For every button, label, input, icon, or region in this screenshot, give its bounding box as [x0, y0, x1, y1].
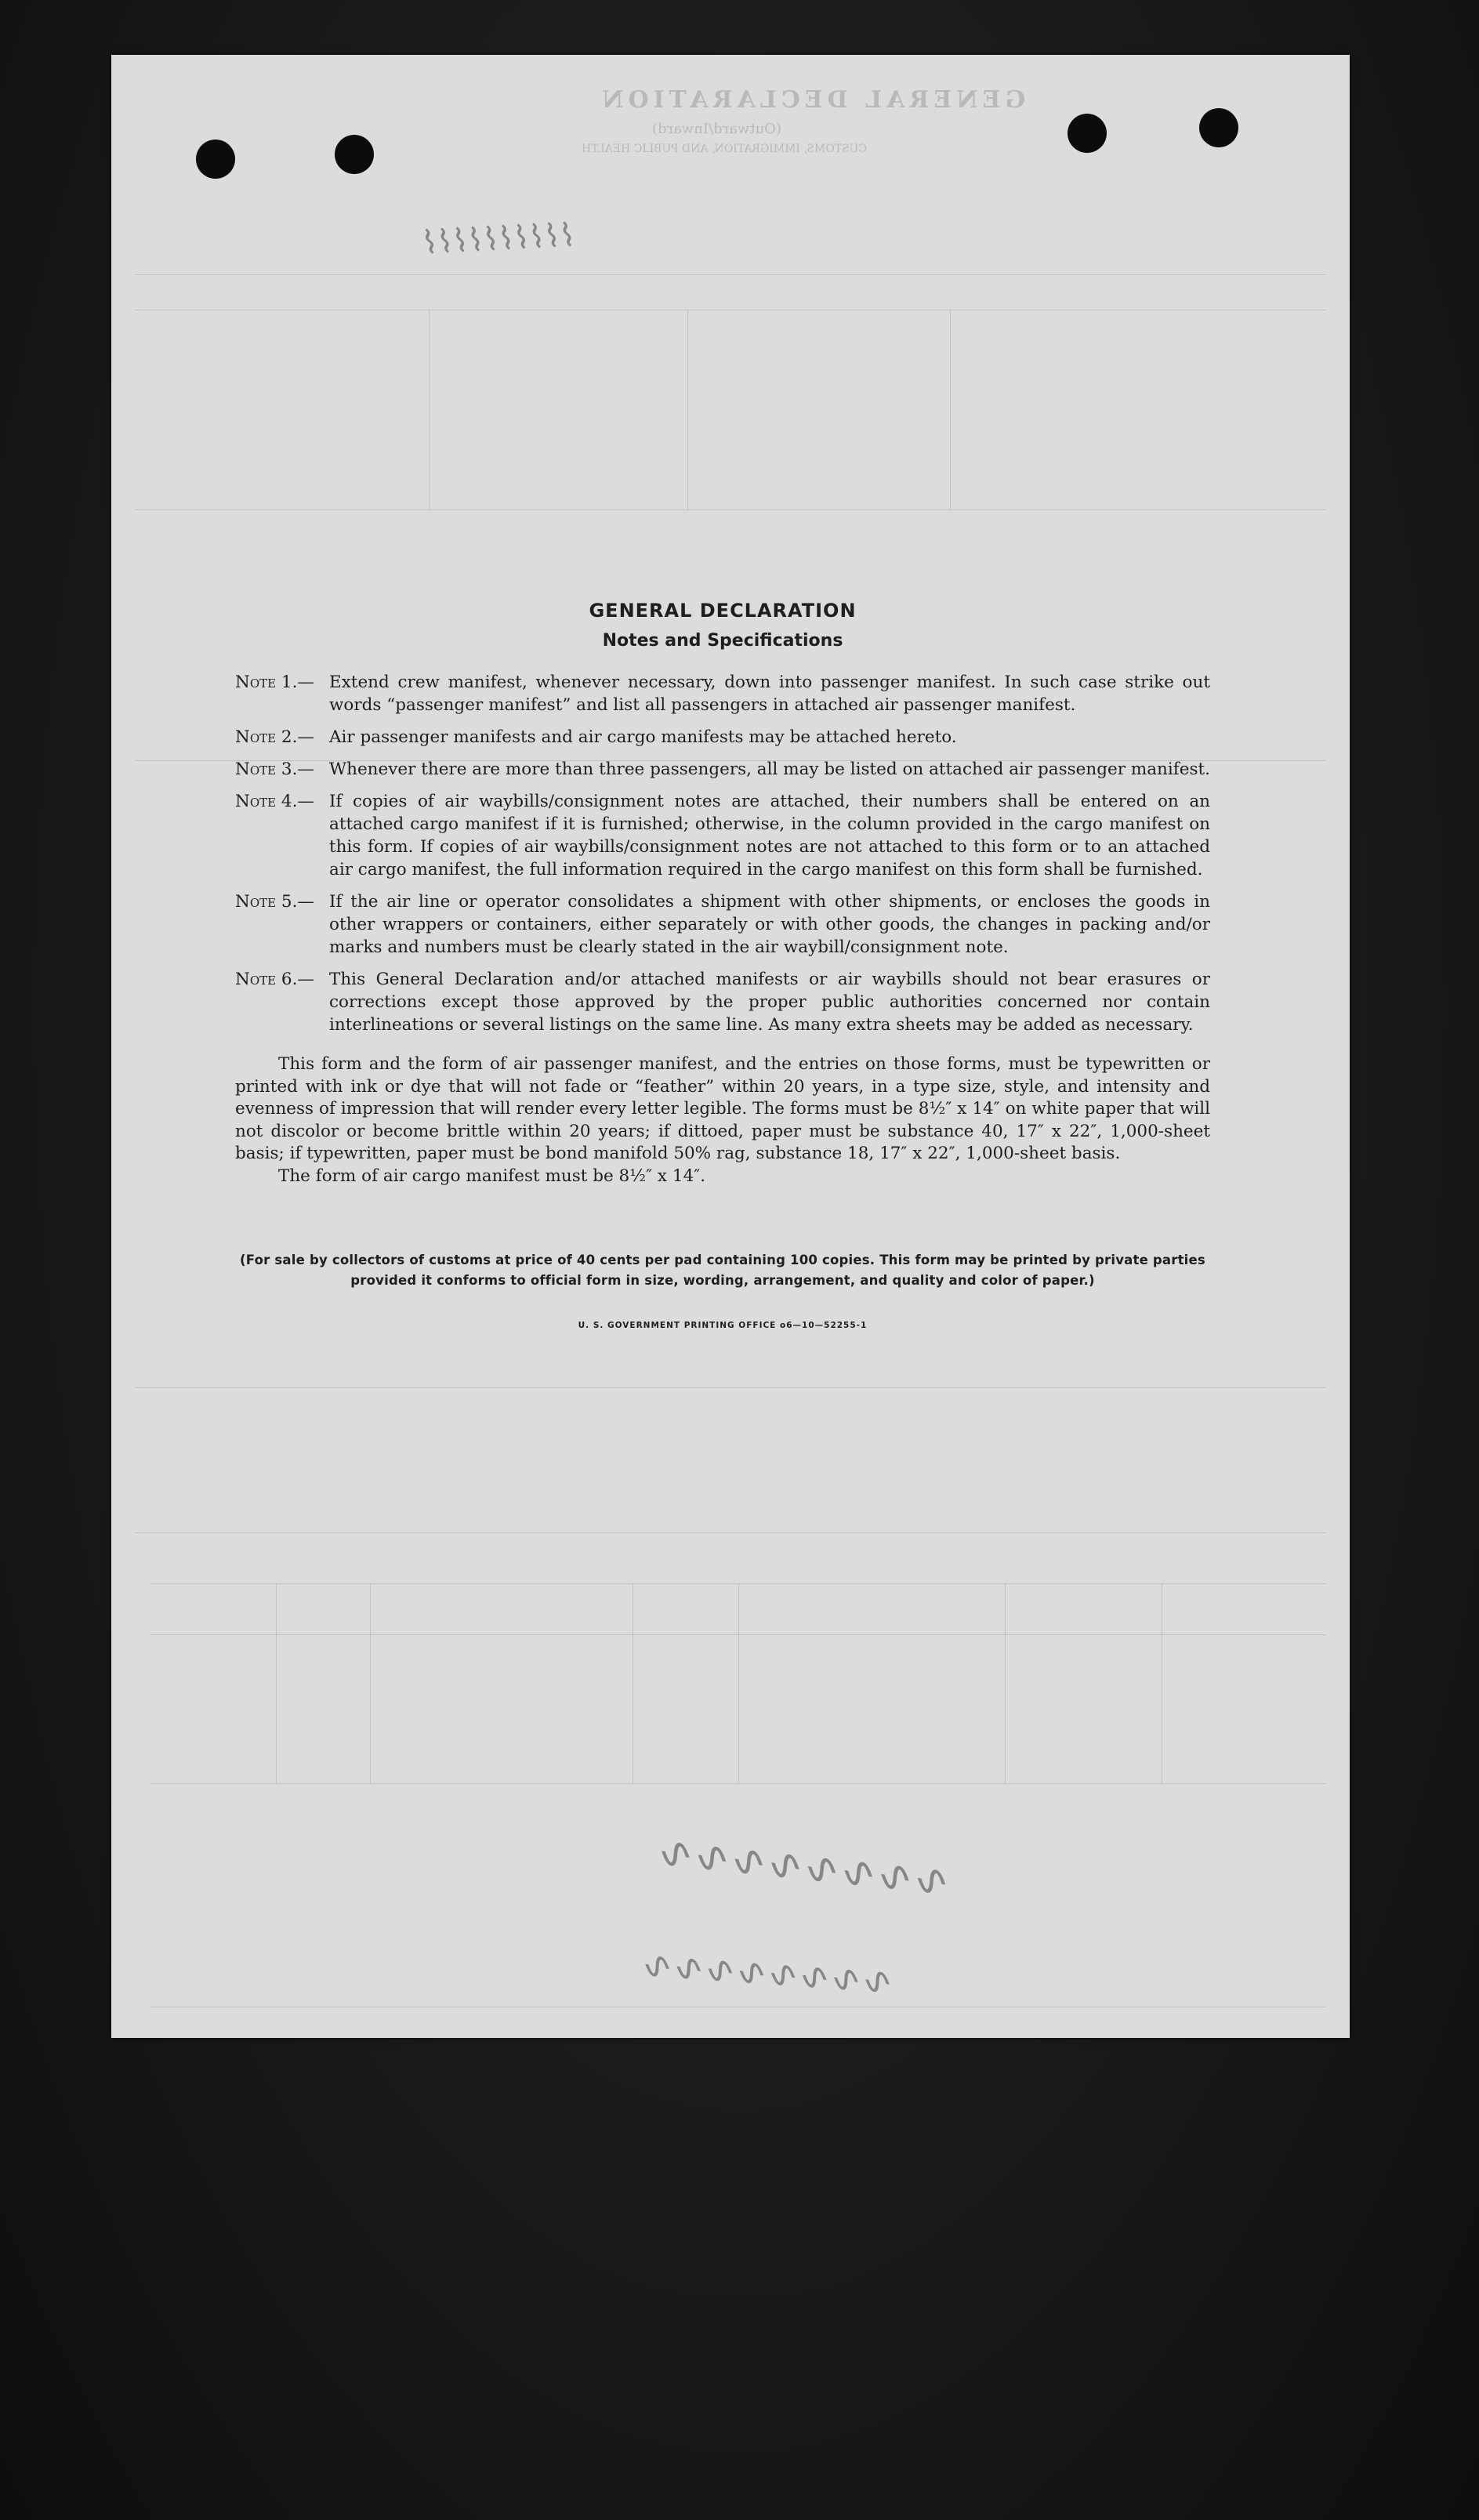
- note-label: Note 1.—: [235, 673, 314, 692]
- page-title: GENERAL DECLARATION: [589, 600, 857, 622]
- bleed-through-rule: [135, 1532, 1326, 1533]
- bleed-through-rule: [370, 1583, 371, 1783]
- note-6: [235, 968, 1210, 1036]
- bleed-through-rule: [150, 1783, 1326, 1784]
- bleed-through-handwriting: ∿∿∿∿∿∿∿∿: [658, 1826, 956, 1909]
- note-text: If the air line or operator consolidates a shipment with other shipments, or encloses the goods in other wrappers or containers, either separately or with other goods, the changes in packing and/or marks and numbers must be clearly stated in the air waybill/consignment note.: [329, 892, 1210, 957]
- bleed-through-rule: [135, 509, 1326, 510]
- punch-hole: [1068, 114, 1107, 153]
- specification-paragraph: This form and the form of air passenger manifest, and the entries on those forms, must be typewritten or printed with ink or dye that will not fade or “feather” within 20 years, in a type size, style, and intensity and evenness of impression that will render every letter legible. The forms must be 8½″ x 14″ on white paper that will not discolor or become brittle within 20 years; if dittoed, paper must be substance 40, 17″ x 22″, 1,000-sheet basis; if typewritten, paper must be bond manifold 50% rag, substance 18, 17″ x 22″, 1,000-sheet basis.: [235, 1054, 1210, 1163]
- note-label: Note 4.—: [235, 792, 314, 811]
- page-subtitle: Notes and Specifications: [602, 631, 843, 651]
- bleed-through-handwriting: ⌇⌇⌇⌇⌇⌇⌇⌇⌇⌇: [423, 216, 579, 262]
- sale-notice: (For sale by collectors of customs at price of 40 cents per pad containing 100 copies. This form may be printed by private parties provided it conforms to official form in size, wording, arrangement, and quality and color of paper.): [240, 1253, 1205, 1288]
- punch-hole: [335, 135, 374, 174]
- bleed-through-subtitle: (Outward/Inward): [652, 121, 781, 137]
- punch-hole: [196, 140, 235, 179]
- notes-and-specifications: [235, 600, 1210, 1330]
- bleed-through-rule: [429, 310, 430, 509]
- bleed-through-rule: [276, 1583, 277, 1783]
- note-4: [235, 790, 1210, 881]
- bleed-through-rule: [950, 310, 951, 509]
- bleed-through-title: GENERAL DECLARATION: [597, 86, 1026, 114]
- note-label: Note 2.—: [235, 727, 314, 747]
- note-2: [235, 726, 1210, 749]
- note-5: [235, 890, 1210, 959]
- note-label: Note 3.—: [235, 760, 314, 779]
- bleed-through-rule: [135, 274, 1326, 275]
- note-3: [235, 758, 1210, 781]
- cargo-form-size-note: The form of air cargo manifest must be 8½″ x 14″.: [278, 1166, 706, 1186]
- note-text: Extend crew manifest, whenever necessary, down into passenger manifest. In such case strike out words “passenger manifest” and list all passengers in attached air passenger manifest.: [329, 673, 1210, 715]
- bleed-through-line: CUSTOMS, IMMIGRATION, AND PUBLIC HEALTH: [582, 143, 868, 155]
- note-label: Note 6.—: [235, 970, 314, 989]
- punch-hole: [1199, 108, 1238, 147]
- bleed-through-handwriting: ∿∿∿∿∿∿∿∿: [643, 1942, 898, 2005]
- note-text: Whenever there are more than three passengers, all may be listed on attached air passenger manifest.: [329, 760, 1210, 779]
- printer-imprint: U. S. GOVERNMENT PRINTING OFFICE o6—10—52255-1: [578, 1321, 868, 1330]
- note-1: [235, 671, 1210, 716]
- bleed-through-rule: [687, 310, 688, 509]
- bleed-through-rule: [1005, 1583, 1006, 1783]
- bleed-through-rule: [135, 1387, 1326, 1388]
- note-text: If copies of air waybills/consignment notes are attached, their numbers shall be entered on an attached cargo manifest if it is furnished; otherwise, in the column provided in the cargo manifest on this form. If copies of air waybills/consignment notes are not attached to this form or to an attached air cargo manifest, the full information required in the cargo manifest on this form shall be furnished.: [329, 792, 1210, 879]
- document-sheet: [111, 55, 1350, 2038]
- note-text: Air passenger manifests and air cargo manifests may be attached hereto.: [329, 727, 957, 747]
- note-label: Note 5.—: [235, 892, 314, 912]
- bleed-through-rule: [738, 1583, 739, 1783]
- note-text: This General Declaration and/or attached manifests or air waybills should not bear erasures or corrections except those approved by the proper public authorities concerned nor contain interlineations or several listings on the same line. As many extra sheets may be added as necessary.: [329, 970, 1210, 1035]
